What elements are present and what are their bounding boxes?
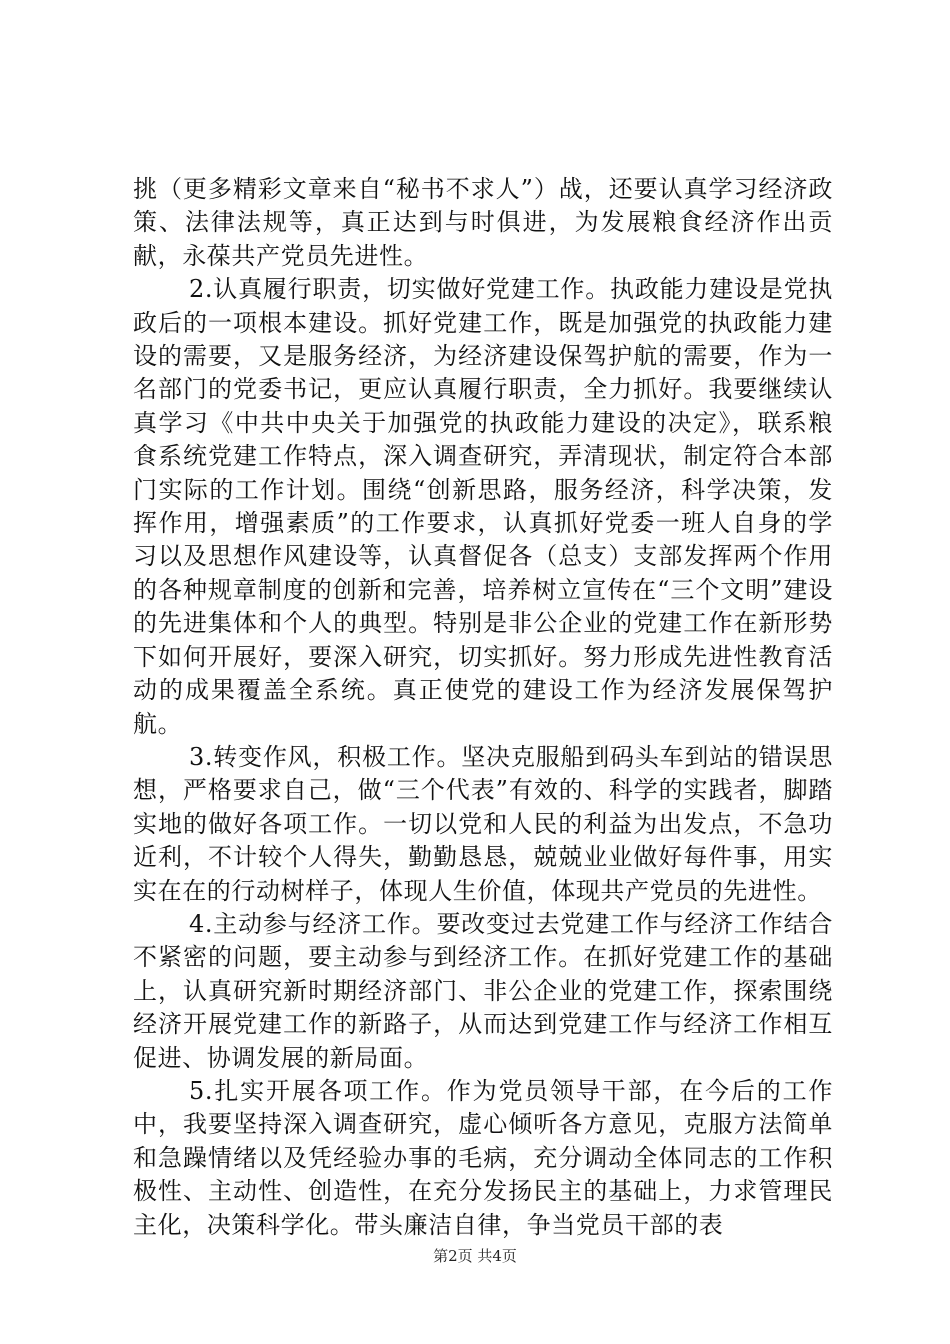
paragraph-item-3: 3.转变作风，积极工作。坚决克服船到码头车到站的错误思想，严格要求自己，做“三个代表”有效的、科学的实践者，脚踏实地的做好各项工作。一切以党和人民的利益为出发点，不急功近利，不计较个人得失，勤勤恳恳，兢兢业业做好每件事，用实实在在的行动树样子，体现人生价值，体现共产党员的先进性。	[133, 742, 833, 905]
page-number-footer: 第2页 共4页	[433, 1247, 517, 1265]
document-body	[133, 173, 833, 1242]
paragraph-item-4: 4.主动参与经济工作。要改变过去党建工作与经济工作结合不紧密的问题，要主动参与到经济工作。在抓好党建工作的基础上，认真研究新时期经济部门、非公企业的党建工作，探索围绕经济开展党建工作的新路子，从而达到党建工作与经济工作相互促进、协调发展的新局面。	[133, 909, 833, 1072]
paragraph-item-5: 5.扎实开展各项工作。作为党员领导干部，在今后的工作中，我要坚持深入调查研究，虚心倾听各方意见，克服方法简单和急躁情绪以及凭经验办事的毛病，充分调动全体同志的工作积极性、主动性、创造性，在充分发扬民主的基础上，力求管理民主化，决策科学化。带头廉洁自律，争当党员干部的表	[133, 1076, 833, 1239]
paragraph-continuation: 挑（更多精彩文章来自“秘书不求人”）战，还要认真学习经济政策、法律法规等，真正达到与时俱进，为发展粮食经济作出贡献，永葆共产党员先进性。	[133, 175, 833, 270]
paragraph-item-2: 2.认真履行职责，切实做好党建工作。执政能力建设是党执政后的一项根本建设。抓好党建工作，既是加强党的执政能力建设的需要，又是服务经济，为经济建设保驾护航的需要，作为一名部门的党委书记，更应认真履行职责，全力抓好。我要继续认真学习《中共中央关于加强党的执政能力建设的决定》，联系粮食系统党建工作特点，深入调查研究，弄清现状，制定符合本部门实际的工作计划。围绕“创新思路，服务经济，科学决策，发挥作用，增强素质”的工作要求，认真抓好党委一班人自身的学习以及思想作风建设等，认真督促各（总支）支部发挥两个作用的各种规章制度的创新和完善，培养树立宣传在“三个文明”建设的先进集体和个人的典型。特别是非公企业的党建工作在新形势下如何开展好，要深入研究，切实抓好。努力形成先进性教育活动的成果覆盖全系统。真正使党的建设工作为经济发展保驾护航。	[133, 275, 833, 738]
